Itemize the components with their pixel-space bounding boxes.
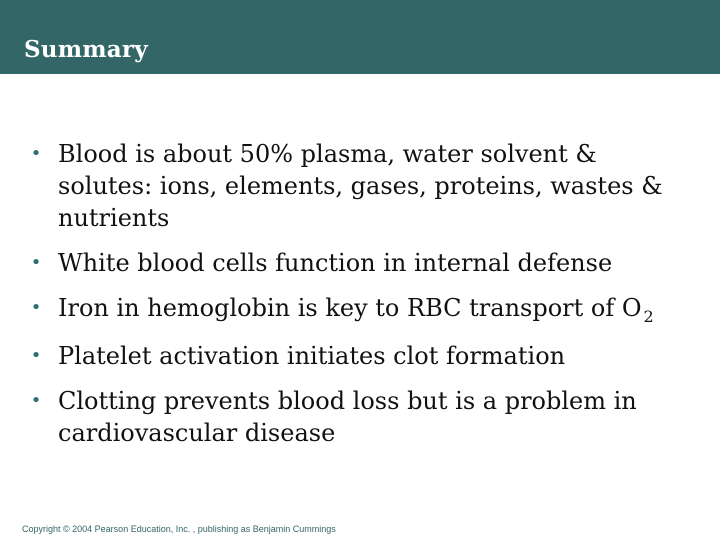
- oxygen-subscript: 2: [643, 307, 654, 326]
- bullet-text: Iron in hemoglobin is key to RBC transport of O: [58, 294, 642, 322]
- bullet-text: Blood is about 50% plasma, water solvent & solutes: ions, elements, gases, proteins, wastes & nutrients: [58, 140, 663, 232]
- bullet-icon: •: [30, 345, 42, 366]
- bullet-item-platelet-activation: [28, 340, 688, 372]
- bullet-text: White blood cells function in internal defense: [58, 249, 613, 277]
- bullet-text: Platelet activation initiates clot formation: [58, 342, 566, 370]
- bullet-item-clotting: [28, 385, 688, 449]
- slide-title: Summary: [24, 36, 148, 63]
- bullet-text: Clotting prevents blood loss but is a problem in cardiovascular disease: [58, 387, 637, 447]
- copyright-footer: Copyright © 2004 Pearson Education, Inc. , publishing as Benjamin Cummings: [22, 524, 336, 534]
- bullet-icon: •: [30, 143, 42, 164]
- bullet-icon: •: [30, 252, 42, 273]
- bullet-list: [28, 138, 688, 462]
- bullet-icon: •: [30, 297, 42, 318]
- bullet-item-iron-hemoglobin: [28, 292, 688, 327]
- bullet-item-white-blood-cells: [28, 247, 688, 279]
- bullet-icon: •: [30, 390, 42, 411]
- slide-header-bar: [0, 0, 720, 74]
- bullet-item-plasma: [28, 138, 688, 234]
